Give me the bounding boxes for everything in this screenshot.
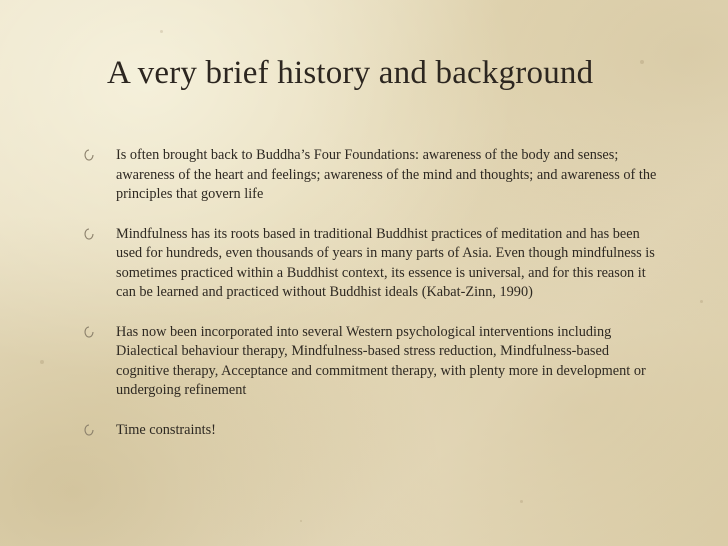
paper-speck — [640, 60, 644, 64]
bullet-text: Has now been incorporated into several Western psychological interventions including Dialectical behaviour therapy, Mindfulness-based stress reduction, Mindfulness-based cognitive therapy, Acceptance and commitment therapy, with plenty more in development or undergoing refinement — [116, 323, 646, 398]
bullet-text: Mindfulness has its roots based in traditional Buddhist practices of meditation and has been used for hundreds, even thousands of years in many parts of Asia. Even though mindfulness is sometimes practiced within a Buddhist context, its essence is universal, and for this reason it can be learned and practiced without Buddhist ideals (Kabat-Zinn, 1990) — [116, 225, 655, 300]
open-circle-bullet-icon — [84, 424, 94, 436]
open-circle-bullet-icon — [84, 326, 94, 338]
bullet-text: Time constraints! — [116, 421, 216, 438]
paper-speck — [300, 520, 302, 522]
open-circle-bullet-icon — [84, 228, 94, 240]
bullet-item — [80, 323, 660, 401]
open-circle-bullet-icon — [84, 149, 94, 161]
bullet-text: Is often brought back to Buddha’s Four Foundations: awareness of the body and senses; awareness of the heart and feelings; awareness of the mind and thoughts; and awareness of the principles that govern life — [116, 147, 657, 202]
paper-speck — [160, 30, 163, 33]
bullet-item — [80, 146, 660, 205]
paper-speck — [700, 300, 703, 303]
slide-title: A very brief history and background — [107, 55, 594, 91]
bullet-item — [80, 225, 660, 303]
paper-speck — [40, 360, 44, 364]
paper-speck — [520, 500, 523, 503]
bullet-item — [80, 421, 660, 441]
bullet-list — [80, 146, 660, 460]
